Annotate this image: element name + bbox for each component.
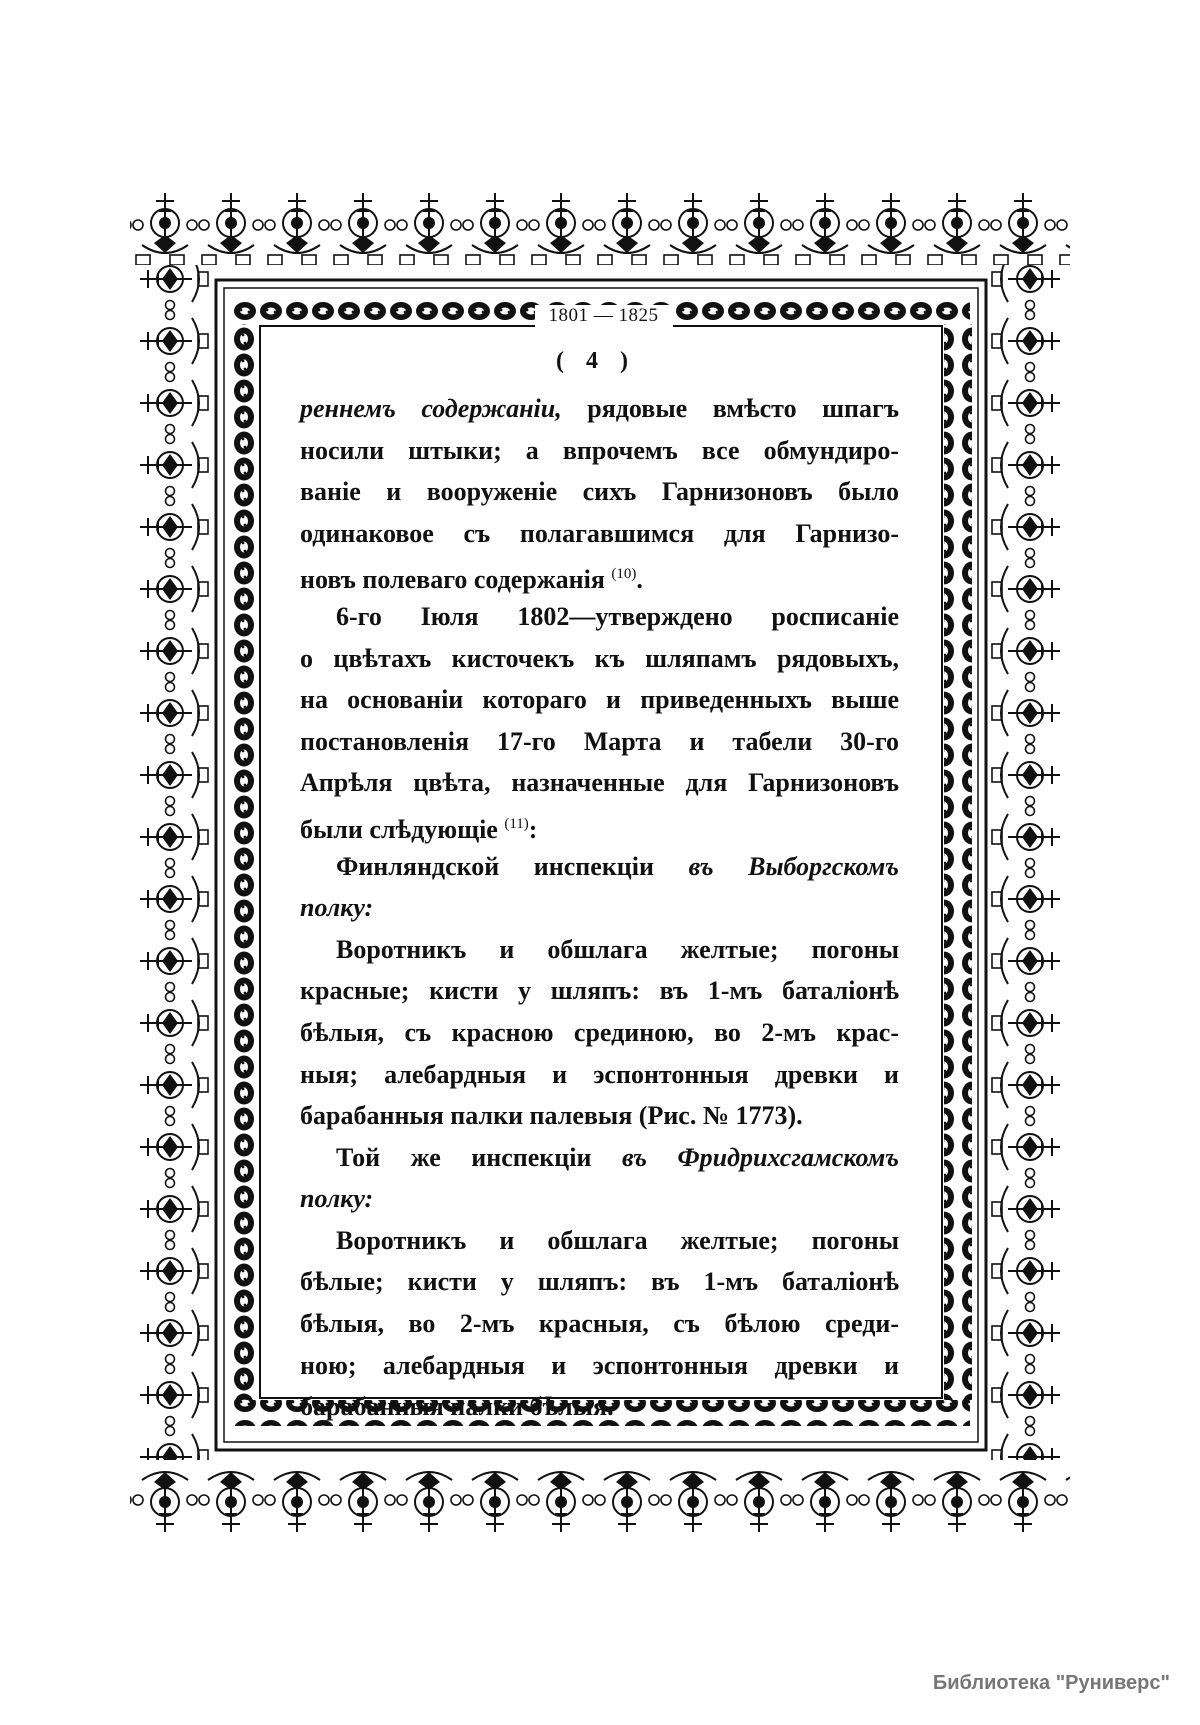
text-run: ною; алебардныя и эспонтонныя древки и bbox=[300, 1350, 899, 1380]
text-run: постановленія 17-го Марта и табели 30-го bbox=[300, 726, 899, 756]
footnote-ref: (11) bbox=[504, 815, 529, 832]
text-run: были слѣдующіе bbox=[300, 814, 505, 844]
text-run: барабанныя палки бѣлыя. bbox=[300, 1392, 614, 1422]
text-run: носили штыки; а впрочемъ все обмундиро- bbox=[300, 435, 899, 465]
text-line bbox=[300, 887, 899, 929]
text-run: 6-го Іюля 1802—утверждено росписаніе bbox=[336, 601, 899, 631]
text-line bbox=[300, 1137, 899, 1179]
body-text bbox=[300, 388, 899, 1428]
italic-text: реннемъ содержаніи, bbox=[300, 394, 562, 423]
text-line bbox=[300, 1303, 899, 1345]
italic-text: въ Фридрихсгамскомъ bbox=[622, 1142, 899, 1172]
text-line bbox=[300, 1220, 899, 1262]
text-line bbox=[300, 679, 899, 721]
text-line bbox=[300, 513, 899, 555]
text-run: . bbox=[636, 565, 643, 595]
text-line bbox=[300, 596, 899, 638]
text-line bbox=[300, 970, 899, 1012]
text-line bbox=[300, 1261, 899, 1303]
italic-text: полку: bbox=[300, 1184, 374, 1214]
text-run: на основаніи котораго и приведенныхъ выше bbox=[300, 685, 899, 715]
footnote-ref: (10) bbox=[611, 566, 637, 583]
text-line bbox=[300, 762, 899, 804]
text-run: ныя; алебардныя и эспонтонныя древки и bbox=[300, 1059, 899, 1089]
text-run: Воротникъ и обшлага желтые; погоны bbox=[336, 1225, 899, 1255]
text-run: бѣлыя, во 2-мъ красныя, съ бѣлою среди- bbox=[300, 1309, 899, 1339]
italic-text: въ Выборгскомъ bbox=[688, 851, 899, 881]
text-run: о цвѣтахъ кисточекъ къ шляпамъ рядовыхъ, bbox=[300, 643, 899, 673]
text-run: Апрѣля цвѣта, назначенные для Гарнизоновъ bbox=[300, 768, 899, 798]
text-run: красные; кисти у шляпъ: въ 1-мъ баталіонѣ bbox=[300, 976, 899, 1006]
text-line bbox=[300, 1386, 899, 1428]
text-line bbox=[300, 1012, 899, 1054]
text-run: Воротникъ и обшлага желтые; погоны bbox=[336, 934, 899, 964]
text-line bbox=[300, 1178, 899, 1220]
text-run: бѣлыя, съ красною срединою, во 2-мъ крас- bbox=[300, 1017, 899, 1047]
page-number: ( 4 ) bbox=[556, 348, 636, 374]
italic-text: полку: bbox=[300, 893, 374, 923]
header-years: 1801 — 1825 bbox=[535, 305, 673, 327]
text-line bbox=[300, 430, 899, 472]
page-header bbox=[236, 302, 971, 330]
text-line bbox=[300, 804, 899, 846]
text-line bbox=[300, 554, 899, 596]
text-line bbox=[300, 1345, 899, 1387]
library-watermark: Библиотека "Руниверс" bbox=[932, 1672, 1170, 1694]
text-run: ваніе и вооруженіе сихъ Гарнизоновъ было bbox=[300, 477, 899, 507]
text-run: : bbox=[528, 814, 538, 844]
text-line bbox=[300, 846, 899, 888]
text-run: барабанныя палки палевыя (Рис. № 1773). bbox=[300, 1101, 803, 1131]
text-line bbox=[300, 388, 899, 430]
text-run: одинаковое съ полагавшимся для Гарнизо- bbox=[300, 518, 899, 548]
text-run: бѣлые; кисти у шляпъ: въ 1-мъ баталіонѣ bbox=[300, 1267, 899, 1297]
text-line bbox=[300, 638, 899, 680]
text-run: рядовые вмѣсто шпагъ bbox=[561, 394, 899, 423]
text-run: новъ полеваго содержанія bbox=[300, 565, 612, 595]
text-line bbox=[300, 721, 899, 763]
text-run: Финляндской инспекціи bbox=[336, 851, 689, 881]
text-line bbox=[300, 929, 899, 971]
text-line bbox=[300, 1095, 899, 1137]
text-line bbox=[300, 471, 899, 513]
text-run: Той же инспекціи bbox=[336, 1142, 623, 1172]
text-line bbox=[300, 1054, 899, 1096]
